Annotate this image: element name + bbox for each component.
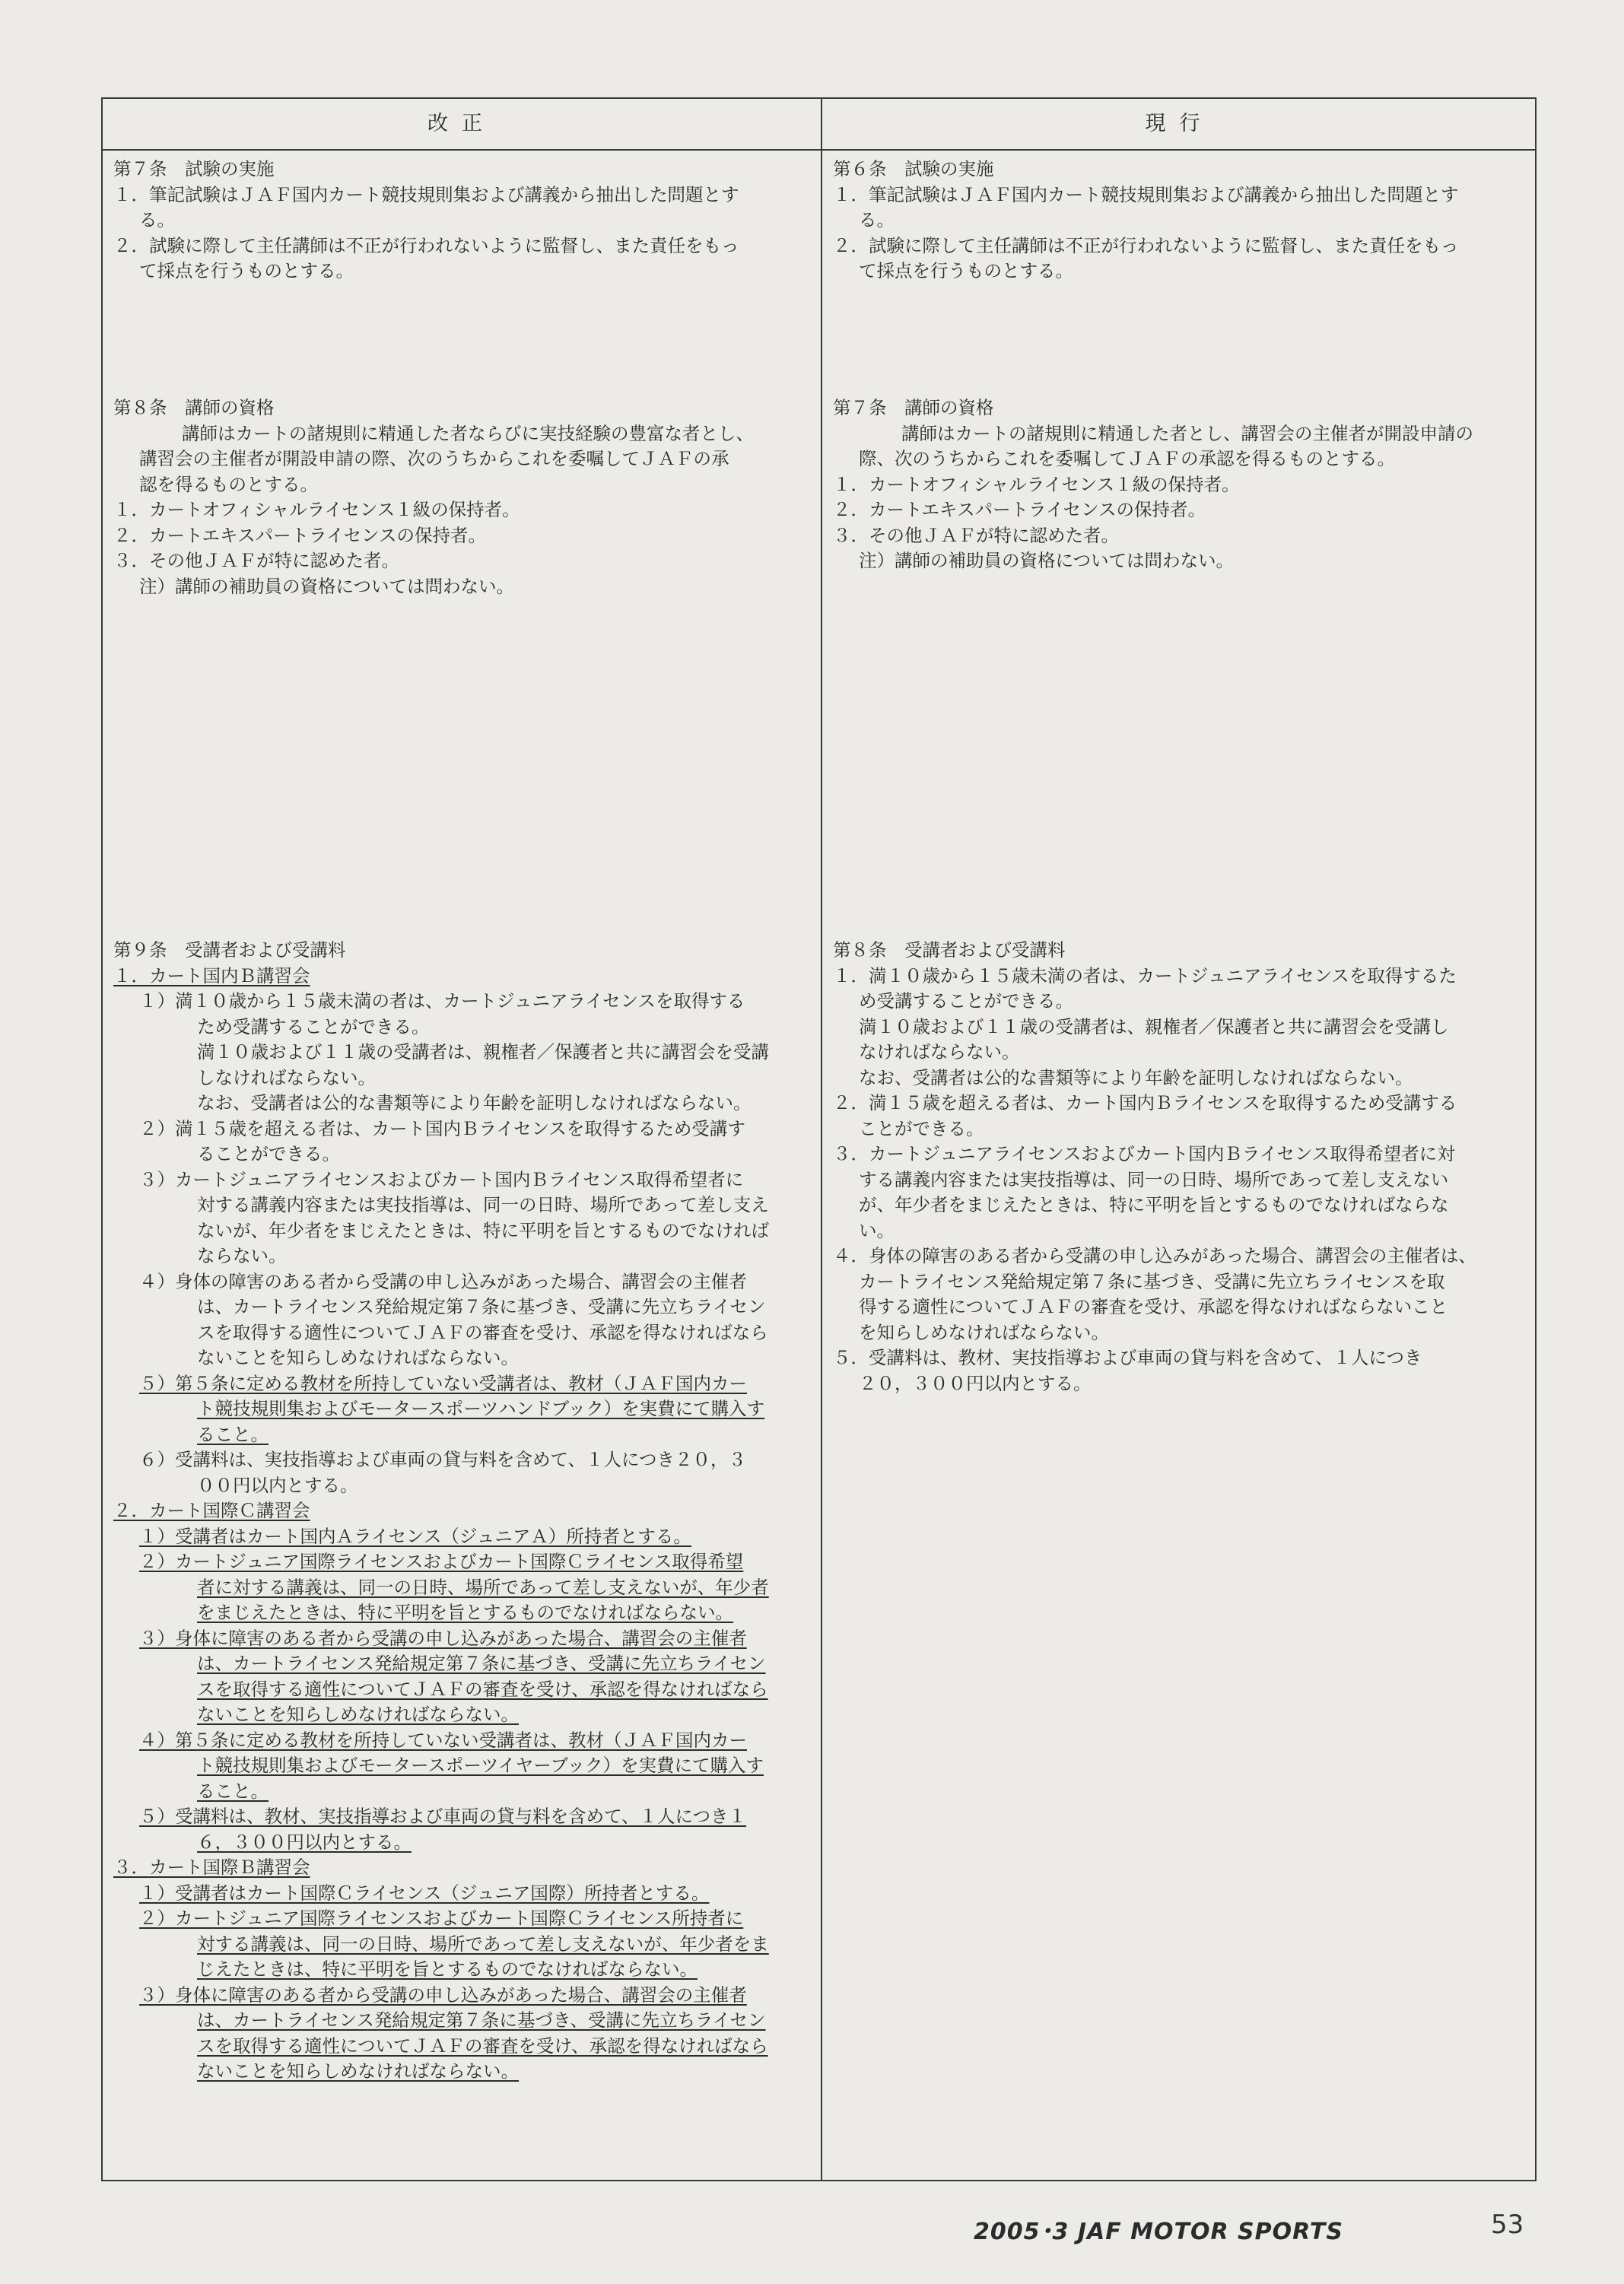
text-line: は、カートライセンス発給規定第７条に基づき、受講に先立ちライセン [197, 1296, 766, 1317]
text-line: め受講することができる。 [859, 990, 1073, 1012]
text-line: カートライセンス発給規定第７条に基づき、受講に先立ちライセンスを取 [859, 1270, 1445, 1292]
current-article-8 [833, 938, 1527, 1396]
text-line: 注）講師の補助員の資格については問わない。 [859, 550, 1235, 571]
text-line: ６，３００円以内とする。 [197, 1831, 412, 1853]
text-line: 講習会の主催者が開設申請の際、次のうちからこれを委嘱してＪＡＦの承 [139, 448, 729, 469]
text-line: ことができる。 [859, 1117, 984, 1139]
text-line: は、カートライセンス発給規定第７条に基づき、受講に先立ちライセン [197, 1653, 766, 1674]
magazine-title: 2005･3 JAF MOTOR SPORTS [974, 2219, 1343, 2245]
text-line: る。 [139, 209, 175, 230]
text-line: ないが、年少者をまじえたときは、特に平明を旨とするものでなければ [197, 1219, 769, 1241]
text-line: スを取得する適性についてＪＡＦの審査を受け、承認を得なければなら [197, 1678, 768, 1700]
text-line: ２．試験に際して主任講師は不正が行われないように監督し、また責任をもっ [113, 234, 739, 256]
text-line: ること。 [197, 1780, 269, 1802]
text-line: 認を得るものとする。 [139, 473, 318, 495]
text-line: ２）カートジュニア国際ライセンスおよびカート国際Ｃライセンス所持者に [139, 1908, 744, 1929]
text-line: ００円以内とする。 [197, 1474, 358, 1496]
text-line: ６）受講料は、実技指導および車両の貸与料を含めて、１人につき２０，３ [139, 1449, 747, 1470]
text-line: ２．試験に際して主任講師は不正が行われないように監督し、また責任をもっ [833, 234, 1459, 256]
page-footer [974, 2209, 1552, 2246]
text-line: 講師はカートの諸規則に精通した者とし、講習会の主催者が開設申請の [901, 422, 1473, 444]
text-line: １．カートオフィシャルライセンス１級の保持者。 [113, 499, 520, 520]
revised-article-9 [113, 938, 813, 2085]
text-line: スを取得する適性についてＪＡＦの審査を受け、承認を得なければなら [197, 1321, 768, 1343]
text-line: ならない。 [197, 1245, 287, 1266]
text-line: 第９条 受講者および受講料 [113, 939, 346, 961]
text-line: １．筆記試験はＪＡＦ国内カート競技規則集および講義から抽出した問題とす [833, 183, 1459, 205]
text-line: ないことを知らしめなければならない。 [197, 1347, 519, 1368]
text-line: １）満１０歳から１５歳未満の者は、カートジュニアライセンスを取得する [139, 990, 745, 1012]
text-line: ３．その他ＪＡＦが特に認めた者。 [113, 550, 399, 571]
text-line: ４）身体の障害のある者から受講の申し込みがあった場合、講習会の主催者 [139, 1270, 747, 1292]
text-line: 第７条 講師の資格 [833, 397, 994, 418]
text-line: しなければならない。 [197, 1066, 376, 1088]
text-line: ２）カートジュニア国際ライセンスおよびカート国際Ｃライセンス取得希望 [139, 1551, 744, 1572]
text-line: １．筆記試験はＪＡＦ国内カート競技規則集および講義から抽出した問題とす [113, 183, 739, 205]
text-line: て採点を行うものとする。 [859, 260, 1073, 281]
text-line: 注）講師の補助員の資格については問わない。 [139, 575, 515, 597]
revised-article-7 [113, 157, 813, 284]
text-line: なければならない。 [859, 1041, 1020, 1063]
text-line: ト競技規則集およびモータースポーツイヤーブック）を実費にて購入す [197, 1755, 764, 1776]
text-line: ３）身体に障害のある者から受講の申し込みがあった場合、講習会の主催者 [139, 1984, 747, 2006]
text-line: 第８条 受講者および受講料 [833, 939, 1066, 961]
revision-comparison-table [101, 97, 1537, 2181]
text-line: ２０，３００円以内とする。 [859, 1372, 1092, 1394]
text-line: て採点を行うものとする。 [139, 260, 354, 281]
text-line: １）受講者はカート国内Ａライセンス（ジュニアＡ）所持者とする。 [139, 1525, 691, 1547]
current-article-7 [833, 395, 1527, 574]
text-line: なお、受講者は公的な書類等により年齢を証明しなければならない。 [859, 1066, 1413, 1088]
text-line: 対する講義内容または実技指導は、同一の日時、場所であって差し支え [197, 1194, 769, 1215]
text-line: スを取得する適性についてＪＡＦの審査を受け、承認を得なければなら [197, 2035, 768, 2057]
text-line: ５）受講料は、教材、実技指導および車両の貸与料を含めて、１人につき１ [139, 1806, 747, 1827]
table-header [103, 99, 1535, 151]
text-line: 第６条 試験の実施 [833, 158, 994, 179]
text-line: る。 [859, 209, 895, 230]
text-line: １．カート国内Ｂ講習会 [113, 964, 310, 986]
text-line: ２．カート国際Ｃ講習会 [113, 1500, 310, 1521]
text-line: ること。 [197, 1423, 269, 1445]
text-line: ５．受講料は、教材、実技指導および車両の貸与料を含めて、１人につき [833, 1347, 1422, 1368]
text-line: １）受講者はカート国際Ｃライセンス（ジュニア国際）所持者とする。 [139, 1882, 710, 1904]
text-line: は、カートライセンス発給規定第７条に基づき、受講に先立ちライセン [197, 2009, 766, 2031]
current-article-6 [833, 157, 1527, 284]
text-line: なお、受講者は公的な書類等により年齢を証明しなければならない。 [197, 1092, 752, 1113]
text-line: ることができる。 [197, 1143, 340, 1164]
text-line: ４．身体の障害のある者から受講の申し込みがあった場合、講習会の主催者は、 [833, 1245, 1476, 1266]
text-line: ト競技規則集およびモータースポーツハンドブック）を実費にて購入す [197, 1398, 765, 1419]
text-line: ないことを知らしめなければならない。 [197, 2060, 519, 2082]
text-line: １．満１０歳から１５歳未満の者は、カートジュニアライセンスを取得するた [833, 964, 1457, 986]
text-line: ３．カート国際Ｂ講習会 [113, 1857, 310, 1878]
header-current: 現行 [1145, 112, 1214, 135]
text-line: 講師はカートの諸規則に精通した者ならびに実技経験の豊富な者とし、 [182, 422, 754, 444]
text-line: 者に対する講義は、同一の日時、場所であって差し支えないが、年少者 [197, 1576, 769, 1598]
text-line: ３）カートジュニアライセンスおよびカート国内Ｂライセンス取得希望者に [139, 1168, 744, 1190]
text-line: を知らしめなければならない。 [859, 1321, 1109, 1343]
text-line: じえたときは、特に平明を旨とするものでなければならない。 [197, 1958, 698, 1980]
text-line: 満１０歳および１１歳の受講者は、親権者／保護者と共に講習会を受講 [197, 1041, 769, 1063]
header-revised: 改正 [427, 112, 496, 135]
revised-article-8 [113, 395, 813, 599]
column-divider [821, 99, 822, 2180]
text-line: が、年少者をまじえたときは、特に平明を旨とするものでなければならな [859, 1194, 1449, 1215]
text-line: い。 [859, 1219, 895, 1241]
text-line: ２．カートエキスパートライセンスの保持者。 [833, 499, 1206, 520]
text-line: ２）満１５歳を超える者は、カート国内Ｂライセンスを取得するため受講す [139, 1117, 745, 1139]
text-line: ため受講することができる。 [197, 1015, 430, 1037]
text-line: 満１０歳および１１歳の受講者は、親権者／保護者と共に講習会を受講し [859, 1015, 1449, 1037]
text-line: をまじえたときは、特に平明を旨とするものでなければならない。 [197, 1602, 733, 1623]
text-line: ないことを知らしめなければならない。 [197, 1704, 519, 1725]
text-line: ５）第５条に定める教材を所持していない受講者は、教材（ＪＡＦ国内カー [139, 1372, 747, 1394]
text-line: 第８条 講師の資格 [113, 397, 275, 418]
text-line: １．カートオフィシャルライセンス１級の保持者。 [833, 473, 1240, 495]
text-line: 際、次のうちからこれを委嘱してＪＡＦの承認を得るものとする。 [859, 448, 1395, 469]
text-line: 得する適性についてＪＡＦの審査を受け、承認を得なければならないこと [859, 1296, 1448, 1317]
text-line: ３）身体に障害のある者から受講の申し込みがあった場合、講習会の主催者 [139, 1627, 747, 1649]
text-line: する講義内容または実技指導は、同一の日時、場所であって差し支えない [859, 1168, 1449, 1190]
text-line: ２．満１５歳を超える者は、カート国内Ｂライセンスを取得するため受講する [833, 1092, 1457, 1113]
page-number: 53 [1491, 2209, 1524, 2240]
text-line: ３．カートジュニアライセンスおよびカート国内Ｂライセンス取得希望者に対 [833, 1143, 1455, 1164]
text-line: ４）第５条に定める教材を所持していない受講者は、教材（ＪＡＦ国内カー [139, 1729, 747, 1751]
text-line: ２．カートエキスパートライセンスの保持者。 [113, 524, 486, 546]
text-line: ３．その他ＪＡＦが特に認めた者。 [833, 524, 1119, 546]
text-line: 第７条 試験の実施 [113, 158, 275, 179]
text-line: 対する講義は、同一の日時、場所であって差し支えないが、年少者をま [197, 1933, 769, 1955]
